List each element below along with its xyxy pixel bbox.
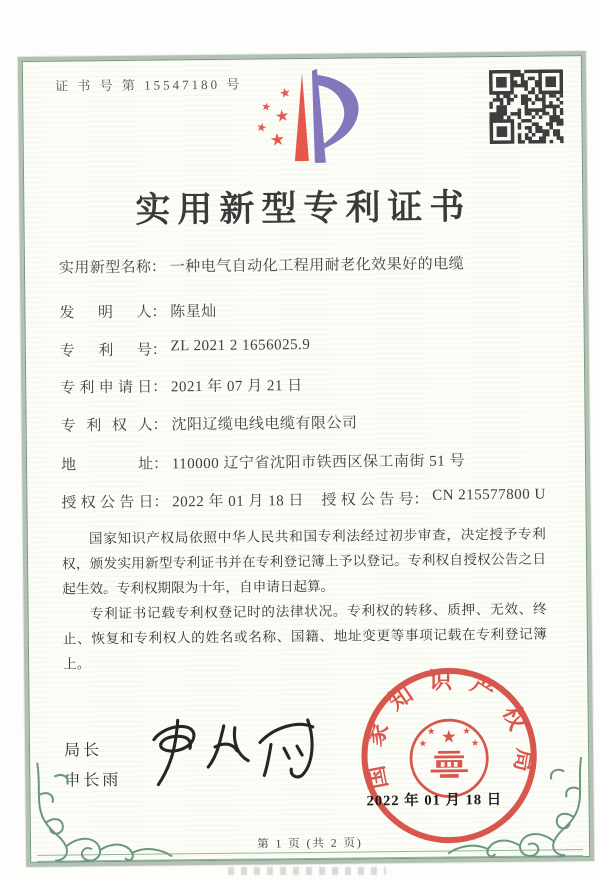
field-colon: ： [152, 379, 168, 396]
patent-certificate-page [22, 55, 590, 863]
svg-text:★: ★ [418, 739, 428, 750]
legal-text [62, 521, 548, 676]
field-value: 2022 年 01 月 18 日 [172, 493, 305, 511]
field-value: 110000 辽宁省沈阳市铁西区保工南街 51 号 [171, 453, 466, 473]
field-row-patentee [61, 409, 565, 438]
field-row-patent-no [60, 334, 564, 363]
field-value: ZL 2021 2 1656025.9 [170, 336, 311, 355]
field-label: 专利权人 [60, 417, 153, 435]
cnipa-logo-icon [235, 62, 368, 171]
certificate-number: 证 书 号 第 15547180 号 [55, 76, 243, 94]
field-value: 陈星灿 [170, 303, 217, 321]
field-colon: ： [152, 417, 168, 434]
field-value: 沈阳辽缆电线电缆有限公司 [171, 415, 358, 434]
field-value: CN 215577800 U [432, 486, 546, 504]
field-colon: ： [153, 494, 169, 511]
field-colon: ： [150, 259, 167, 276]
field-pair-grant-no [321, 486, 546, 509]
seal-date: 2022 年 01 月 18 日 [366, 791, 503, 810]
field-label: 发明人 [59, 304, 152, 322]
field-row-filing-date [60, 371, 564, 400]
svg-text:★: ★ [254, 119, 269, 136]
svg-text:★: ★ [426, 727, 436, 738]
field-colon: ： [151, 342, 167, 359]
field-label: 实用新型名称 [58, 259, 152, 277]
page-number: 第 1 页 (共 2 页) [257, 837, 363, 851]
svg-text:★: ★ [268, 129, 287, 151]
field-row-address [61, 448, 565, 477]
svg-text:★: ★ [462, 726, 471, 737]
field-label: 授权公告号 [321, 491, 414, 509]
field-label: 专利申请日 [60, 379, 153, 397]
field-row-grant [61, 486, 565, 515]
officer-name: 申长雨 [64, 771, 122, 790]
field-value: 2021 年 07 月 21 日 [170, 378, 303, 396]
qr-code [489, 69, 564, 144]
seal-text: 国家知识产权局 [360, 668, 539, 792]
svg-text:★: ★ [440, 726, 457, 747]
field-colon: ： [151, 304, 167, 321]
svg-text:★: ★ [273, 107, 291, 127]
certificate-title: 实用新型专利证书 [135, 187, 472, 230]
field-row-inventor [59, 296, 563, 325]
scan-artifact [228, 867, 386, 875]
svg-text:★: ★ [260, 100, 272, 115]
legal-paragraph-2: 专利证书记载专利权登记时的法律状况。专利权的转移、质押、无效、终止、恢复和专利权人的姓名或名称、国籍、地址变更等事项记载在专利登记簿上。 [62, 601, 547, 672]
field-label: 专利号 [59, 342, 152, 360]
svg-text:★: ★ [470, 738, 480, 749]
field-colon: ： [413, 491, 429, 508]
field-colon: ： [152, 456, 169, 473]
officer-title: 局长 [63, 742, 103, 760]
field-value: 一种电气自动化工程用耐老化效果好的电缆 [169, 256, 465, 276]
field-label: 地址 [60, 456, 154, 474]
field-row-name [59, 251, 563, 280]
field-label: 授权公告日 [61, 494, 154, 512]
svg-text:★: ★ [277, 84, 293, 102]
legal-paragraph-1: 国家知识产权局依照中华人民共和国专利法经过初步审查，决定授予专利权，颁发实用新型专利证书并在专利登记簿上予以登记。专利权自授权公告之日起生效。专利权期限为十年，自申请日起算。 [62, 526, 547, 597]
